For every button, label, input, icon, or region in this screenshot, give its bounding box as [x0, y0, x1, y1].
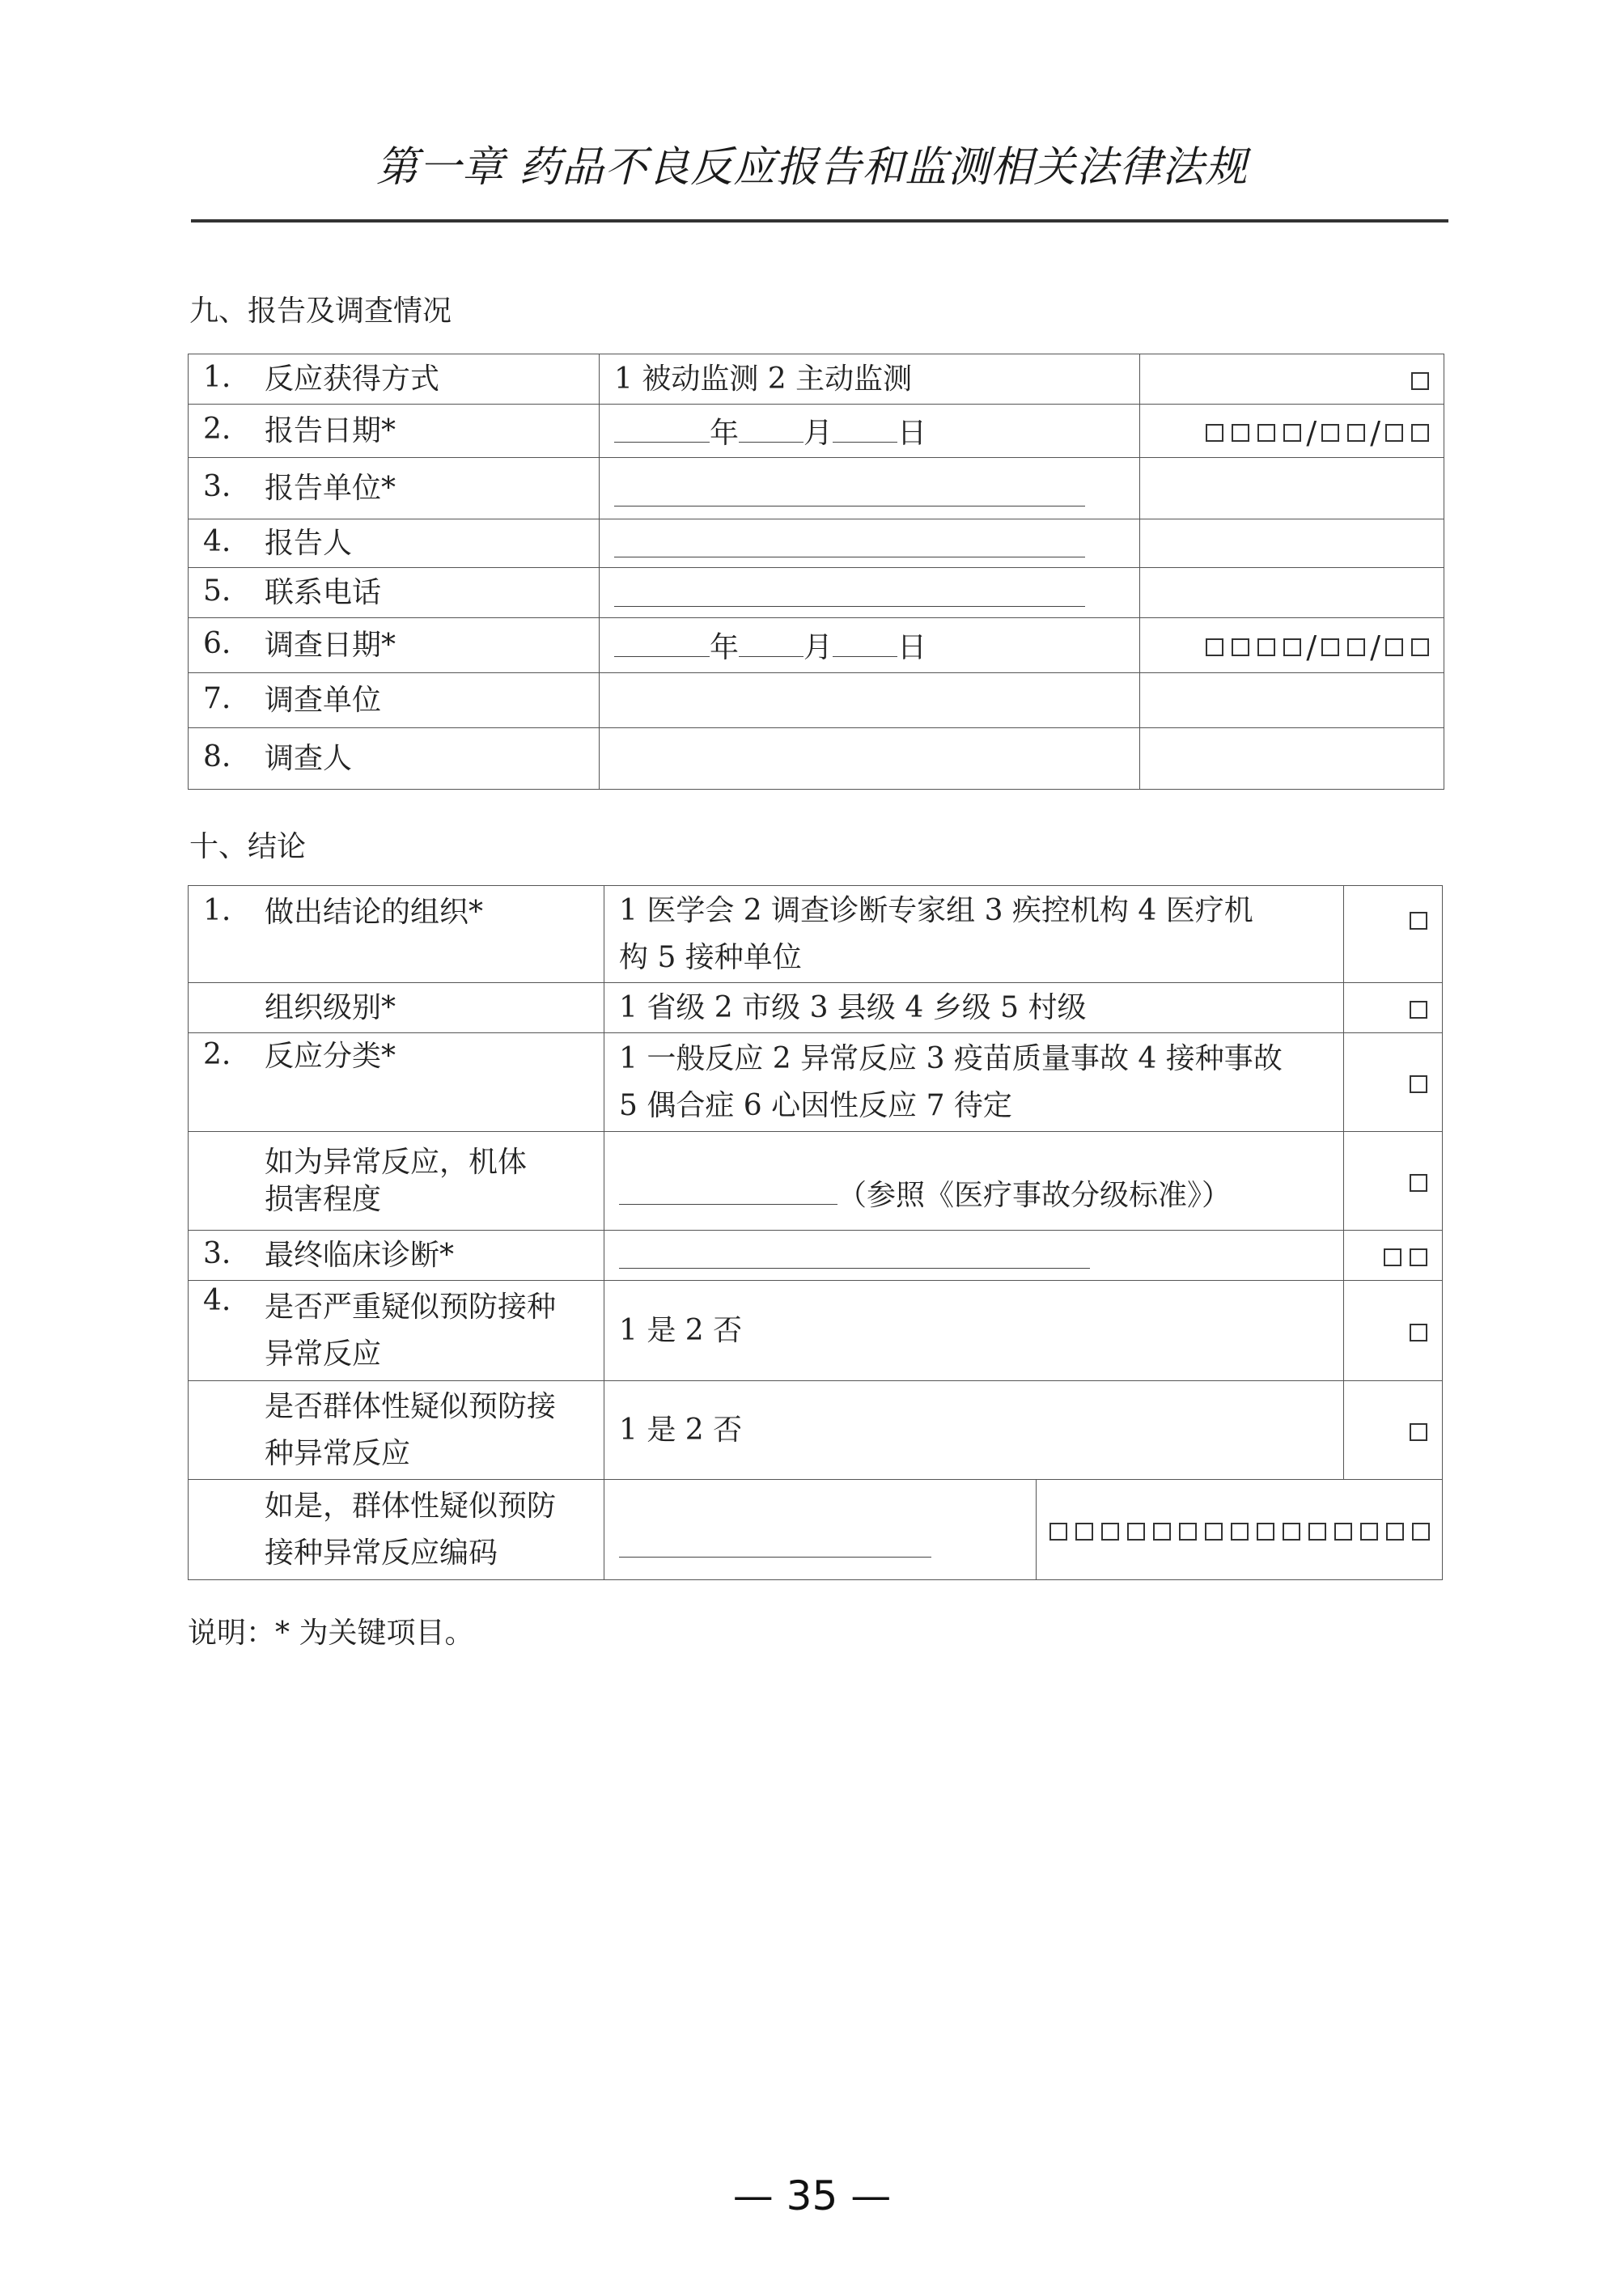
checkbox[interactable]: [1075, 1523, 1093, 1541]
checkbox[interactable]: [1153, 1523, 1171, 1541]
row-label: 组织级别*: [189, 983, 604, 1033]
checkbox[interactable]: [1360, 1523, 1378, 1541]
conclusion-table: [188, 885, 1443, 1580]
checkbox[interactable]: [1206, 424, 1223, 442]
checkbox[interactable]: [1410, 1324, 1427, 1341]
code-boxes: [1344, 983, 1443, 1033]
checkbox[interactable]: [1410, 912, 1427, 930]
page-number: — 35 —: [732, 2172, 892, 2219]
cluster-aefi-code-field[interactable]: [604, 1480, 1037, 1580]
row-label: 1. 做出结论的组织*: [189, 886, 604, 983]
checkbox[interactable]: [1334, 1523, 1352, 1541]
table-row: [189, 673, 1444, 728]
damage-degree-field[interactable]: （参照《医疗事故分级标准》）: [604, 1132, 1344, 1231]
cluster-code-boxes: [1037, 1480, 1443, 1580]
checkbox[interactable]: [1411, 424, 1429, 442]
checkbox[interactable]: [1386, 1523, 1404, 1541]
date-code-boxes: / /: [1140, 618, 1444, 673]
checkbox[interactable]: [1206, 638, 1223, 656]
organization-level-options: 1 省级 2 市级 3 县级 4 乡级 5 村级: [604, 983, 1344, 1033]
table-row: [189, 1381, 1443, 1480]
table-row: [189, 618, 1444, 673]
table-row: [189, 983, 1443, 1033]
table-row: [189, 568, 1444, 618]
header-divider: [191, 219, 1448, 223]
code-boxes: [1344, 1281, 1443, 1381]
checkbox[interactable]: [1410, 1423, 1427, 1441]
row-label: 4. 是否严重疑似预防接种 异常反应: [189, 1281, 604, 1381]
checkbox[interactable]: [1410, 1174, 1427, 1192]
final-diagnosis-field[interactable]: [604, 1231, 1344, 1281]
serious-aefi-options: 1 是 2 否: [604, 1281, 1344, 1381]
checkbox[interactable]: [1410, 1001, 1427, 1019]
checkbox[interactable]: [1257, 1523, 1274, 1541]
table-row: [189, 519, 1444, 568]
checkbox[interactable]: [1179, 1523, 1197, 1541]
investigation-date-field[interactable]: 年 月 日: [600, 618, 1140, 673]
table-row: [189, 1231, 1443, 1281]
checkbox[interactable]: [1205, 1523, 1223, 1541]
code-boxes: [1344, 886, 1443, 983]
row-label: 5. 联系电话: [189, 568, 600, 618]
date-code-boxes: / /: [1140, 405, 1444, 458]
page-header-title: 第一章 药品不良反应报告和监测相关法律法规: [375, 143, 1249, 192]
checkbox[interactable]: [1347, 638, 1365, 656]
report-unit-field[interactable]: [600, 458, 1140, 519]
reaction-classification-options: 1 一般反应 2 异常反应 3 疫苗质量事故 4 接种事故 5 偶合症 6 心因性反应 7 待定: [604, 1033, 1344, 1132]
report-date-field[interactable]: 年 月 日: [600, 405, 1140, 458]
empty-cell: [1140, 568, 1444, 618]
empty-cell: [1140, 673, 1444, 728]
checkbox[interactable]: [1231, 1523, 1249, 1541]
row-label: 1. 反应获得方式: [189, 354, 600, 405]
row-label: 6. 调查日期*: [189, 618, 600, 673]
empty-cell: [1140, 728, 1444, 790]
checkbox[interactable]: [1412, 1523, 1430, 1541]
checkbox[interactable]: [1347, 424, 1365, 442]
investigation-unit-field[interactable]: [600, 673, 1140, 728]
row-label: 8. 调查人: [189, 728, 600, 790]
checkbox[interactable]: [1321, 424, 1339, 442]
code-boxes: [1140, 354, 1444, 405]
table-row: [189, 1132, 1443, 1231]
checkbox[interactable]: [1410, 1075, 1427, 1093]
checkbox[interactable]: [1385, 638, 1403, 656]
reporter-field[interactable]: [600, 519, 1140, 568]
checkbox[interactable]: [1321, 638, 1339, 656]
row-label: 如为异常反应，机体 损害程度: [189, 1132, 604, 1231]
section-heading-report-investigation: 九、报告及调查情况: [189, 295, 452, 328]
conclusion-organization-options: 1 医学会 2 调查诊断专家组 3 疾控机构 4 医疗机 构 5 接种单位: [604, 886, 1344, 983]
empty-cell: [1140, 458, 1444, 519]
table-row: [189, 1033, 1443, 1132]
table-row: [189, 1480, 1443, 1580]
table-row: [189, 1281, 1443, 1381]
checkbox[interactable]: [1257, 638, 1275, 656]
row-label: 7. 调查单位: [189, 673, 600, 728]
checkbox[interactable]: [1232, 424, 1249, 442]
table-row: [189, 458, 1444, 519]
checkbox[interactable]: [1384, 1248, 1401, 1266]
cluster-aefi-options: 1 是 2 否: [604, 1381, 1344, 1480]
row-label: 如是，群体性疑似预防 接种异常反应编码: [189, 1480, 604, 1580]
checkbox[interactable]: [1257, 424, 1275, 442]
code-boxes: [1344, 1033, 1443, 1132]
row-label: 2. 报告日期*: [189, 405, 600, 458]
report-investigation-table: [188, 354, 1444, 790]
checkbox[interactable]: [1101, 1523, 1119, 1541]
code-boxes: [1344, 1381, 1443, 1480]
row-label: 4. 报告人: [189, 519, 600, 568]
checkbox[interactable]: [1283, 424, 1301, 442]
row-label: 是否群体性疑似预防接 种异常反应: [189, 1381, 604, 1480]
table-row: [189, 728, 1444, 790]
checkbox[interactable]: [1385, 424, 1403, 442]
table-row: [189, 354, 1444, 405]
reaction-source-options: 1 被动监测 2 主动监测: [600, 354, 1140, 405]
row-label: 3. 最终临床诊断*: [189, 1231, 604, 1281]
code-boxes: [1344, 1231, 1443, 1281]
checkbox[interactable]: [1411, 372, 1429, 390]
checkbox[interactable]: [1283, 1523, 1300, 1541]
checkbox[interactable]: [1049, 1523, 1067, 1541]
checkbox[interactable]: [1232, 638, 1249, 656]
row-label: 3. 报告单位*: [189, 458, 600, 519]
investigator-field[interactable]: [600, 728, 1140, 790]
footnote: 说明：* 为关键项目。: [188, 1617, 474, 1650]
checkbox[interactable]: [1410, 1248, 1427, 1266]
empty-cell: [1140, 519, 1444, 568]
table-row: [189, 405, 1444, 458]
checkbox[interactable]: [1127, 1523, 1145, 1541]
checkbox[interactable]: [1283, 638, 1301, 656]
checkbox[interactable]: [1411, 638, 1429, 656]
phone-field[interactable]: [600, 568, 1140, 618]
code-boxes: [1344, 1132, 1443, 1231]
section-heading-conclusion: 十、结论: [189, 830, 307, 863]
checkbox[interactable]: [1308, 1523, 1326, 1541]
row-label: 2. 反应分类*: [189, 1033, 604, 1132]
table-row: [189, 886, 1443, 983]
